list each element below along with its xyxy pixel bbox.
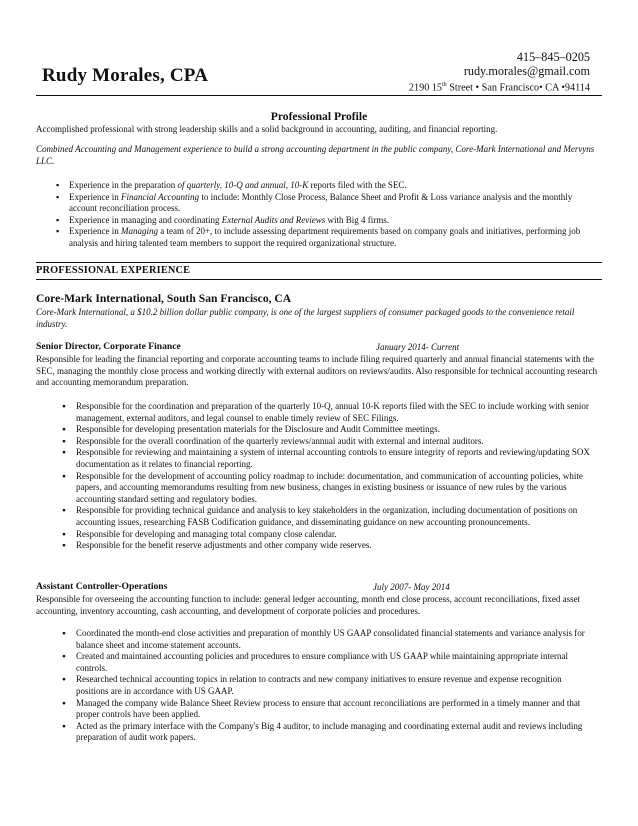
role-dates-senior-director: January 2014- Current [376, 342, 460, 352]
experience-rule-bottom [36, 279, 602, 280]
role-bullet: ● Responsible for the coordination and preparation of the quarterly 10-Q, annual 10-K reports filed with the SEC to include working with senior management, external auditors, and legal counsel to enable timely review of SEC Filings. [62, 401, 594, 424]
profile-bullet: ▪ Experience in the preparation of quarterly, 10-Q and annual, 10-K reports filed with the SEC. [56, 180, 592, 192]
profile-bullet: ▪ Experience in managing and coordinating External Audits and Reviews with Big 4 firms. [56, 215, 592, 227]
role-summary-senior-director: Responsible for leading the financial reporting and corporate accounting teams to include filing required quarterly and annual financial statements with the SEC, managing the monthly close process and working directly with external auditors on reviews/audits. Also responsible for technical accounting research and accounting memorandum preparation. [36, 354, 598, 388]
role-bullet: ● Responsible for the benefit reserve adjustments and other company wide reserves. [62, 540, 594, 552]
email-address: rudy.morales@gmail.com [463, 64, 590, 78]
candidate-name: Rudy Morales, CPA [42, 65, 209, 86]
role-title-senior-director: Senior Director, Corporate Finance [36, 341, 181, 352]
phone-number: 415–845–0205 [516, 50, 590, 64]
role-bullet: ● Acted as the primary interface with the Company's Big 4 auditor, to include managing and coordinating external audit and reviews including preparation of audit work papers. [62, 721, 594, 744]
address-ordinal: th [442, 82, 447, 88]
company-description: Core-Mark International, a $10.2 billion dollar public company, is one of the largest suppliers of consumer packaged goods to the convenience retail industry. [36, 307, 575, 329]
profile-bullet: ▪ Experience in Managing a team of 20+, to include assessing department requirements based on company goals and initiatives, performing job analysis and hiring talented team members to support the required organizational structure. [56, 226, 592, 249]
profile-combined: Combined Accounting and Management experience to build a strong accounting department in the public company, Core-Mark International and Mervyns LLC. [36, 144, 595, 166]
role-bullet: ● Responsible for developing and managing total company close calendar. [62, 529, 594, 541]
contact-block [409, 50, 590, 95]
role-summary-assistant-controller: Responsible for overseeing the accounting function to include: general ledger accounting, month end close process, account reconciliations, fixed asset accounting, inventory accounting, cash accounting, and development of corporate policies and procedures. [36, 594, 581, 616]
street-address [409, 78, 590, 95]
role-bullet: ● Responsible for developing presentation materials for the Disclosure and Audit Committee meetings. [62, 424, 594, 436]
address-rest: Street • San Francisco• CA •94114 [446, 82, 590, 94]
role-bullets-senior-director [62, 401, 594, 552]
profile-summary: Accomplished professional with strong leadership skills and a solid background in accounting, auditing, and financial reporting. [36, 124, 498, 134]
role-bullets-assistant-controller [62, 628, 594, 744]
role-bullet: ● Responsible for reviewing and maintaining a system of internal accounting controls to ensure integrity of reports and reviewing/updating SOX documentation as it relates to financial reporting. [62, 447, 594, 470]
experience-heading: PROFESSIONAL EXPERIENCE [36, 265, 191, 276]
resume-header [36, 50, 602, 96]
company-name: Core-Mark International, South San Francisco, CA [36, 292, 292, 305]
profile-title: Professional Profile [270, 110, 368, 123]
role-bullet: ● Responsible for providing technical guidance and analysis to key stakeholders in the organization, including documentation of positions on accounting issues, researching FASB Codification guidance, and disseminating guidance on new accounting pronouncements. [62, 505, 594, 528]
experience-rule-top [36, 262, 602, 263]
role-bullet: ● Responsible for the development of accounting policy roadmap to include: documentation, and communication of accounting policies, white papers, and accounting memorandums resulting from new business, changes in existing business or issuance of new rules by the various accounting standard setting and regulatory bodies. [62, 471, 594, 506]
role-dates-assistant-controller: July 2007- May 2014 [373, 582, 450, 592]
header-rule [36, 95, 602, 96]
address-number: 2190 15 [408, 82, 443, 94]
profile-bullets [56, 180, 592, 250]
role-bullet: ● Created and maintained accounting policies and procedures to ensure compliance with US GAAP while maintaining appropriate internal controls. [62, 651, 594, 674]
role-bullet: ● Researched technical accounting topics in relation to contracts and new company initiatives to ensure revenue and expense recognition positions are in accordance with US GAAP. [62, 674, 594, 697]
profile-bullet: ▪ Experience in Financial Accounting to include: Monthly Close Process, Balance Sheet and Profit & Loss variance analysis and the monthly account reconciliation process. [56, 192, 592, 215]
role-title-assistant-controller: Assistant Controller-Operations [36, 581, 168, 592]
role-bullet: ● Responsible for the overall coordination of the quarterly reviews/annual audit with external and internal auditors. [62, 436, 594, 448]
role-bullet: ● Managed the company wide Balance Sheet Review process to ensure that account reconciliations are performed in a timely manner and that proper controls have been applied. [62, 698, 594, 721]
role-bullet: ● Coordinated the month-end close activities and preparation of monthly US GAAP consolidated financial statements and variance analysis for balance sheet and income statement accounts. [62, 628, 594, 651]
